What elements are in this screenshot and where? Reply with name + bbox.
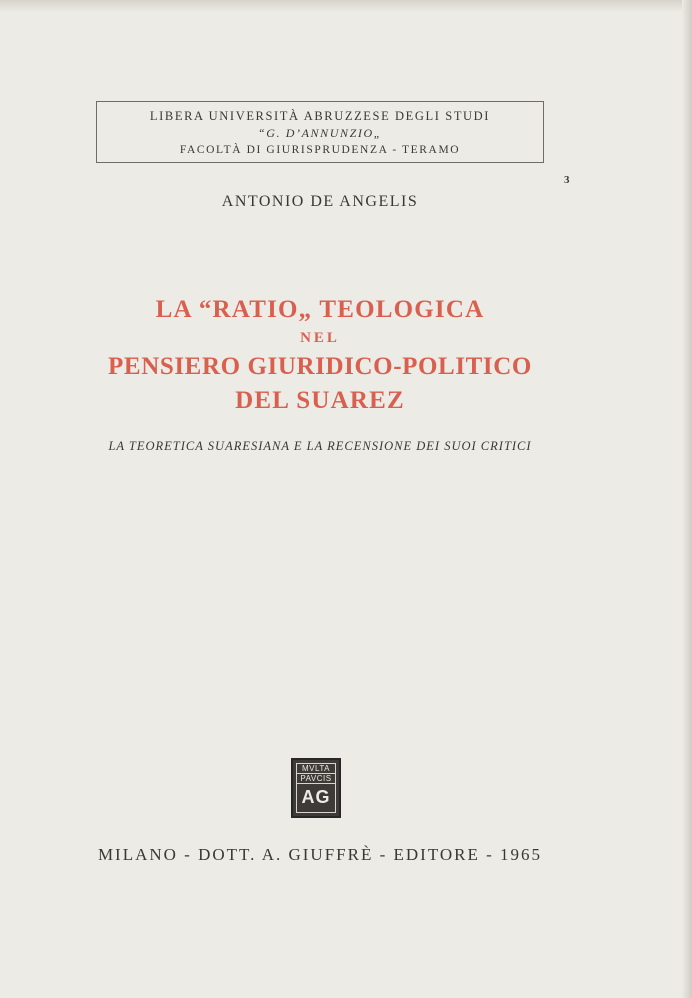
author-name: ANTONIO DE ANGELIS: [221, 193, 419, 210]
book-title: [0, 294, 640, 418]
logo-motto-line-1: MVLTA: [302, 764, 330, 773]
subtitle: LA TEORETICA SUARESIANA E LA RECENSIONE DEI SUOI CRITICI: [108, 439, 532, 453]
logo-rule: [296, 783, 336, 784]
title-line-4: DEL SUAREZ: [235, 387, 405, 414]
university-name: LIBERA UNIVERSITÀ ABRUZZESE DEGLI STUDI: [149, 109, 491, 123]
publisher-logo: [291, 758, 341, 818]
imprint: MILANO - DOTT. A. GIUFFRÈ - EDITORE - 1965: [97, 845, 543, 864]
title-line-1: LA “RATIO„ TEOLOGICA: [155, 296, 485, 323]
title-line-3: PENSIERO GIURIDICO-POLITICO: [108, 353, 532, 380]
logo-motto-line-2: PAVCIS: [300, 774, 332, 783]
faculty-name: FACOLTÀ DI GIURISPRUDENZA - TERAMO: [179, 144, 461, 156]
page-edge-right: [682, 0, 692, 998]
title-line-2: NEL: [300, 330, 340, 346]
university-dedication: “G. D’ANNUNZIO„: [257, 126, 383, 140]
logo-monogram: AG: [301, 787, 331, 807]
series-number: 3: [564, 174, 570, 186]
series-box: [96, 101, 544, 163]
page-edge-top: [0, 0, 692, 12]
